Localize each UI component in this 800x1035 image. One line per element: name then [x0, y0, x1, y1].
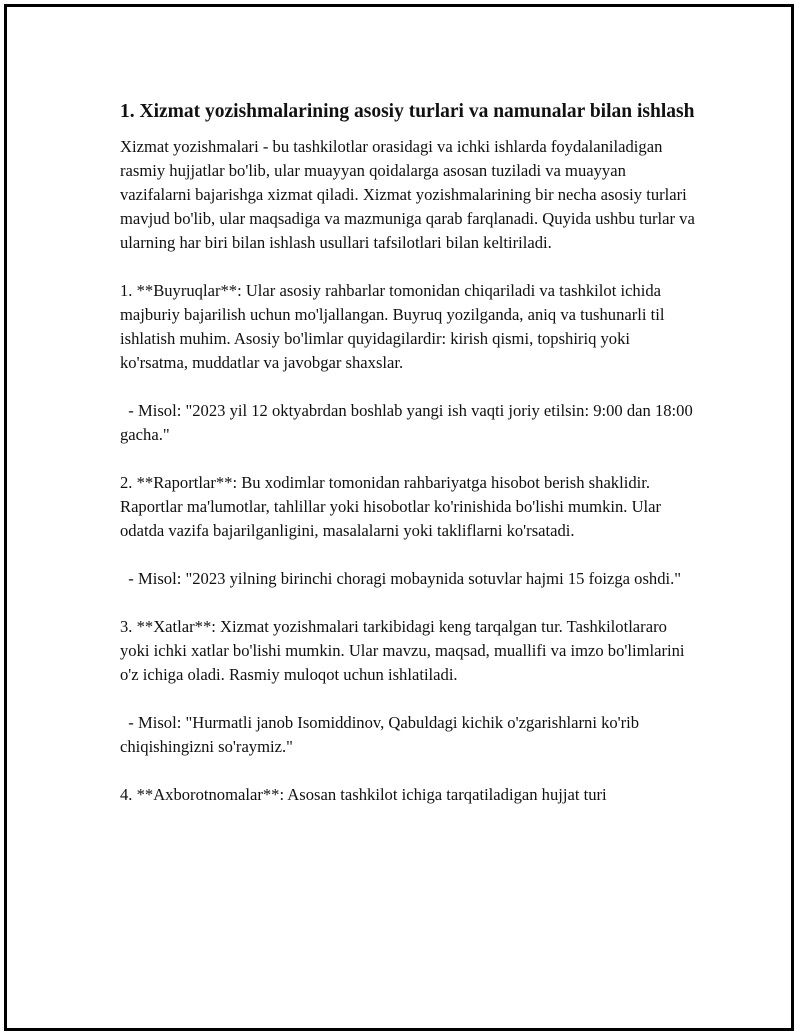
item-axborotnomalar: 4. **Axborotnomalar**: Asosan tashkilot ichiga tarqatiladigan hujjat turi	[120, 785, 607, 804]
document-page	[4, 4, 794, 1031]
document-content	[120, 99, 695, 831]
example-xatlar-text: - Misol: "Hurmatli janob Isomiddinov, Qabuldagi kichik o'zgarishlarni ko'rib chiqishingizni so'raymiz."	[120, 713, 640, 756]
intro-paragraph: Xizmat yozishmalari - bu tashkilotlar orasidagi va ichki ishlarda foydalaniladigan rasmiy hujjatlar bo'lib, ular muayyan qoidalarga asosan tuziladi va muayyan vazifalarni bajarishga xizmat qiladi. Xizmat yozishmalarining bir necha asosiy turlari mavjud bo'lib, ular maqsadiga va mazmuniga qarab farqlanadi. Quyida ushbu turlar va ularning har biri bilan ishlash usullari tafsilotlari bilan keltiriladi.	[120, 137, 695, 252]
example-buyruqlar	[120, 399, 695, 447]
example-xatlar	[120, 711, 695, 759]
item-raportlar: 2. **Raportlar**: Bu xodimlar tomonidan rahbariyatga hisobot berish shaklidir. Raportlar ma'lumotlar, tahlillar yoki hisobotlar ko'rinishida bo'lishi mumkin. Ular odatda vazifa bajarilganligini, masalalarni yoki takliflarni ko'rsatadi.	[120, 473, 662, 540]
item-buyruqlar: 1. **Buyruqlar**: Ular asosiy rahbarlar tomonidan chiqariladi va tashkilot ichida majburiy bajarilish uchun mo'ljallangan. Buyruq yozilganda, aniq va tushunarli til ishlatish muhim. Asosiy bo'limlar quyidagilardir: kirish qismi, topshiriq yoki ko'rsatma, muddatlar va javobgar shaxslar.	[120, 281, 665, 372]
example-raportlar	[120, 567, 695, 591]
item-xatlar: 3. **Xatlar**: Xizmat yozishmalari tarkibidagi keng tarqalgan tur. Tashkilotlararo yoki ichki xatlar bo'lishi mumkin. Ular mavzu, maqsad, muallifi va imzo bo'limlarini o'z ichiga oladi. Rasmiy muloqot uchun ishlatiladi.	[120, 617, 685, 684]
example-buyruqlar-text: - Misol: "2023 yil 12 oktyabrdan boshlab yangi ish vaqti joriy etilsin: 9:00 dan 18:00 gacha."	[120, 401, 693, 444]
document-title: 1. Xizmat yozishmalarining asosiy turlari va namunalar bilan ishlash	[120, 101, 695, 122]
example-raportlar-text: - Misol: "2023 yilning birinchi choragi mobaynida sotuvlar hajmi 15 foizga oshdi."	[128, 569, 682, 588]
